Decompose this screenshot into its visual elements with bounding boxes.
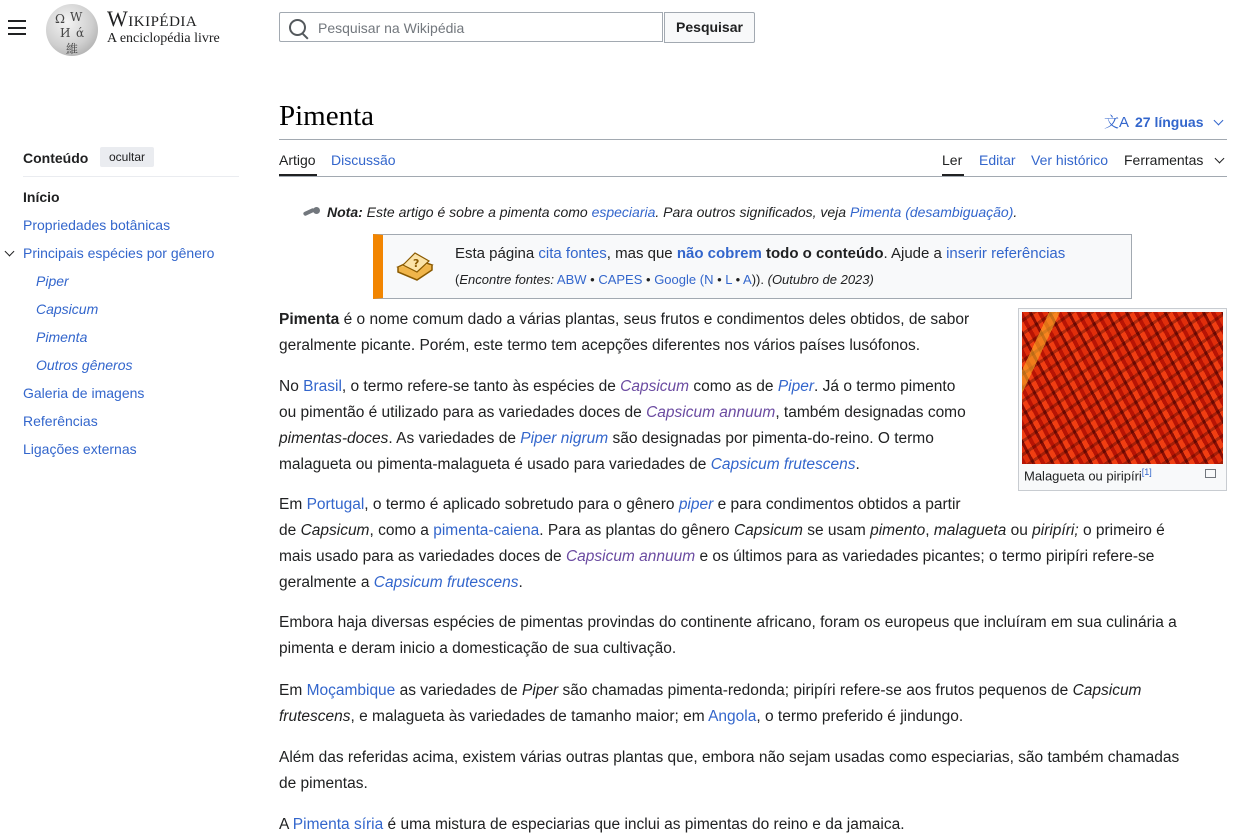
text: pimentas-doces [279,430,389,447]
text: geralmente a [279,574,374,591]
link-abw[interactable]: ABW [556,272,587,287]
link-google-n[interactable]: N [704,272,714,287]
link-piper-genus[interactable]: piper [678,496,714,513]
link-nao-cobrem[interactable]: não cobrem [676,245,762,262]
text: Em [279,496,307,513]
notice-main-text [455,245,1065,262]
paragraph-6 [279,745,1179,797]
notice-text: • [586,272,599,287]
text: malagueta [933,522,1007,539]
text: Capsicum [733,522,803,539]
text: Piper [521,682,559,699]
link-pimenta-caiena[interactable]: pimenta-caiena [433,522,540,539]
text: é o nome comum dado a várias plantas, seus frutos e condimentos deles obtidos, de sabor [339,311,970,328]
link-capsicum[interactable]: Capsicum [620,378,690,395]
link-capsicum-annuum[interactable]: Capsicum annuum [565,548,696,565]
notice-text: Encontre fontes: [459,272,555,287]
title-divider [279,139,1227,140]
text: piripíri; [1032,522,1079,539]
text: , o termo preferido é jindungo. [756,708,964,725]
page-title: Pimenta [279,100,375,132]
paragraph-1 [279,307,969,359]
bold-term: Pimenta [279,311,340,328]
notice-date: (Outubro de 2023) [767,272,874,287]
text: , o termo é aplicado sobretudo para o gênero [364,496,679,513]
text: Embora haja diversas espécies de pimentas provindas do continente africano, foram os europeus que incluíram em sua culinária a [279,614,1177,631]
link-google-l[interactable]: L [725,272,732,287]
notice-text: • [731,272,744,287]
link-piper[interactable]: Piper [777,378,815,395]
text: . Para as plantas do gênero [539,522,734,539]
toc-divider [23,176,239,177]
notice-text: )). [751,272,768,287]
text: o primeiro é [1078,522,1165,539]
language-selector-button[interactable] [1104,111,1222,132]
toc-item-outros-generos[interactable]: Outros gêneros [36,357,133,373]
paragraph-2 [279,374,966,478]
text: é uma mistura de especiarias que inclui as pimentas do reino e da jamaica. [383,816,905,833]
notice-text: Esta página [455,245,539,262]
text: No [279,378,304,395]
link-google[interactable]: Google [654,272,697,287]
search-button[interactable]: Pesquisar [664,12,755,43]
text: de pimentas. [279,775,368,792]
hatnote-label: Nota: [327,204,363,220]
text: se usam [802,522,871,539]
toc-item-principais-especies[interactable]: Principais espécies por gênero [23,245,215,261]
logo-wordmark: Wikipédia [107,6,198,31]
text: , também designadas como [775,404,966,421]
expand-image-icon[interactable] [1205,469,1216,478]
toc-item-pimenta[interactable]: Pimenta [36,329,88,345]
text: geralmente picante. Porém, este termo tem acepções diferentes nos vários países lusófonos. [279,337,921,354]
text: são designadas por pimenta-do-reino. O termo [608,430,934,447]
svg-text:?: ? [413,257,420,270]
link-especiaria[interactable]: especiaria [591,204,656,220]
text: , e malagueta às variedades de tamanho maior; em [350,708,709,725]
text: as variedades de [395,682,522,699]
text: ou pimentão é utilizado para as variedades doces de [279,404,647,421]
link-google-a[interactable]: A [743,272,752,287]
paragraph-7 [279,812,905,838]
text: Em [279,682,307,699]
tab-talk[interactable]: Discussão [331,152,396,168]
text: . Já o termo pimento [814,378,956,395]
text: frutescens [279,708,351,725]
hatnote-text: . [1013,204,1018,220]
wikipedia-wordmark[interactable] [107,6,220,47]
toc-item-ligacoes-externas[interactable]: Ligações externas [23,441,137,457]
wikipedia-globe-logo[interactable]: Ω W И ά 維 [46,4,98,56]
hatnote-text: Este artigo é sobre a pimenta como [362,204,592,220]
text: . [518,574,523,591]
text: mais usado para as variedades doces de [279,548,566,565]
book-question-icon [395,245,435,285]
paragraph-4 [279,610,1177,662]
text: são chamadas pimenta-redonda; piripíri refere-se aos frutos pequenos de [558,682,1073,699]
text: , o termo refere-se tanto às espécies de [341,378,621,395]
text: Além das referidas acima, existem várias outras plantas que, embora não sejam usadas como especiarias, são também chamadas [279,749,1180,766]
notice-text: ( [696,272,705,287]
link-brasil[interactable]: Brasil [303,378,342,395]
notice-text: • [713,272,726,287]
search-box [279,12,663,42]
link-angola[interactable]: Angola [708,708,757,725]
notice-text: . Ajude a [883,245,947,262]
paragraph-3 [279,492,1165,596]
text: pimento [870,522,926,539]
language-count: 27 línguas [1135,114,1204,130]
link-cita-fontes[interactable]: cita fontes [538,245,607,262]
text: , como a [369,522,434,539]
toc-item-referencias[interactable]: Referências [23,413,98,429]
text: malagueta ou pimenta-malagueta é usado para variedades de [279,456,711,473]
toc-hide-button[interactable]: ocultar [100,147,154,167]
text: de [279,522,301,539]
tab-article[interactable]: Artigo [279,152,316,168]
paragraph-5 [279,678,1141,730]
link-mocambique[interactable]: Moçambique [306,682,396,699]
toc-title: Conteúdo [23,150,89,166]
reference-link[interactable]: [1] [1141,467,1152,477]
chevron-down-icon [1214,116,1224,126]
link-pimenta-desambiguacao[interactable]: Pimenta (desambiguação) [849,204,1014,220]
text: Capsicum [1072,682,1142,699]
text: . As variedades de [388,430,521,447]
link-capsicum-frutescens[interactable]: Capsicum frutescens [710,456,856,473]
tools-menu-button[interactable]: Ferramentas [1124,152,1204,168]
link-pimenta-siria[interactable]: Pimenta síria [292,816,384,833]
text: ou [1006,522,1033,539]
text: como as de [689,378,778,395]
tab-read[interactable]: Ler [942,152,963,168]
link-inserir-referencias[interactable]: inserir referências [946,245,1066,262]
toc-item-capsicum[interactable]: Capsicum [36,301,99,317]
toc-item-propriedades[interactable]: Propriedades botânicas [23,217,171,233]
link-capes[interactable]: CAPES [598,272,643,287]
translate-icon: 文A [1104,114,1130,131]
notice-find-sources [455,272,874,287]
text: pimenta e deram inicio a domesticação de sua cultivação. [279,640,677,657]
text: . [855,456,860,473]
link-piper-nigrum[interactable]: Piper nigrum [520,430,609,447]
chevron-down-icon[interactable] [1215,154,1225,164]
notice-text: ( [455,272,460,287]
logo-tagline: A enciclopédia livre [107,31,220,46]
search-input[interactable] [316,13,660,43]
notice-text: , mas que [606,245,677,262]
text: e os últimos para as variedades picantes; o termo piripíri refere-se [695,548,1155,565]
tab-edit[interactable]: Editar [979,152,1016,168]
image-caption [1024,467,1152,483]
notice-text-bold: todo o conteúdo [761,245,884,262]
hatnote [303,204,1017,220]
toc-item-inicio[interactable]: Início [23,189,60,205]
caption-text: Malagueta ou piripíri [1024,468,1142,484]
infobox-image [1018,308,1227,491]
citation-notice-box [373,234,1132,299]
text: Capsicum [300,522,370,539]
tabs-divider [279,176,1227,177]
search-icon [289,19,306,36]
hatnote-text: . Para outros significados, veja [655,204,850,220]
text: e para condimentos obtidos a partir [713,496,961,513]
disambiguation-icon [303,207,321,217]
toc-item-piper[interactable]: Piper [36,273,69,289]
toc-item-galeria[interactable]: Galeria de imagens [23,385,145,401]
text: A [279,816,293,833]
chili-peppers-image[interactable] [1022,312,1223,464]
tab-history[interactable]: Ver histórico [1031,152,1109,168]
link-portugal[interactable]: Portugal [306,496,365,513]
notice-text: • [642,272,655,287]
chevron-down-icon[interactable] [5,247,15,257]
link-capsicum-annuum[interactable]: Capsicum annuum [646,404,776,421]
main-menu-button[interactable] [8,20,26,35]
link-capsicum-frutescens[interactable]: Capsicum frutescens [373,574,519,591]
text: , [925,522,934,539]
